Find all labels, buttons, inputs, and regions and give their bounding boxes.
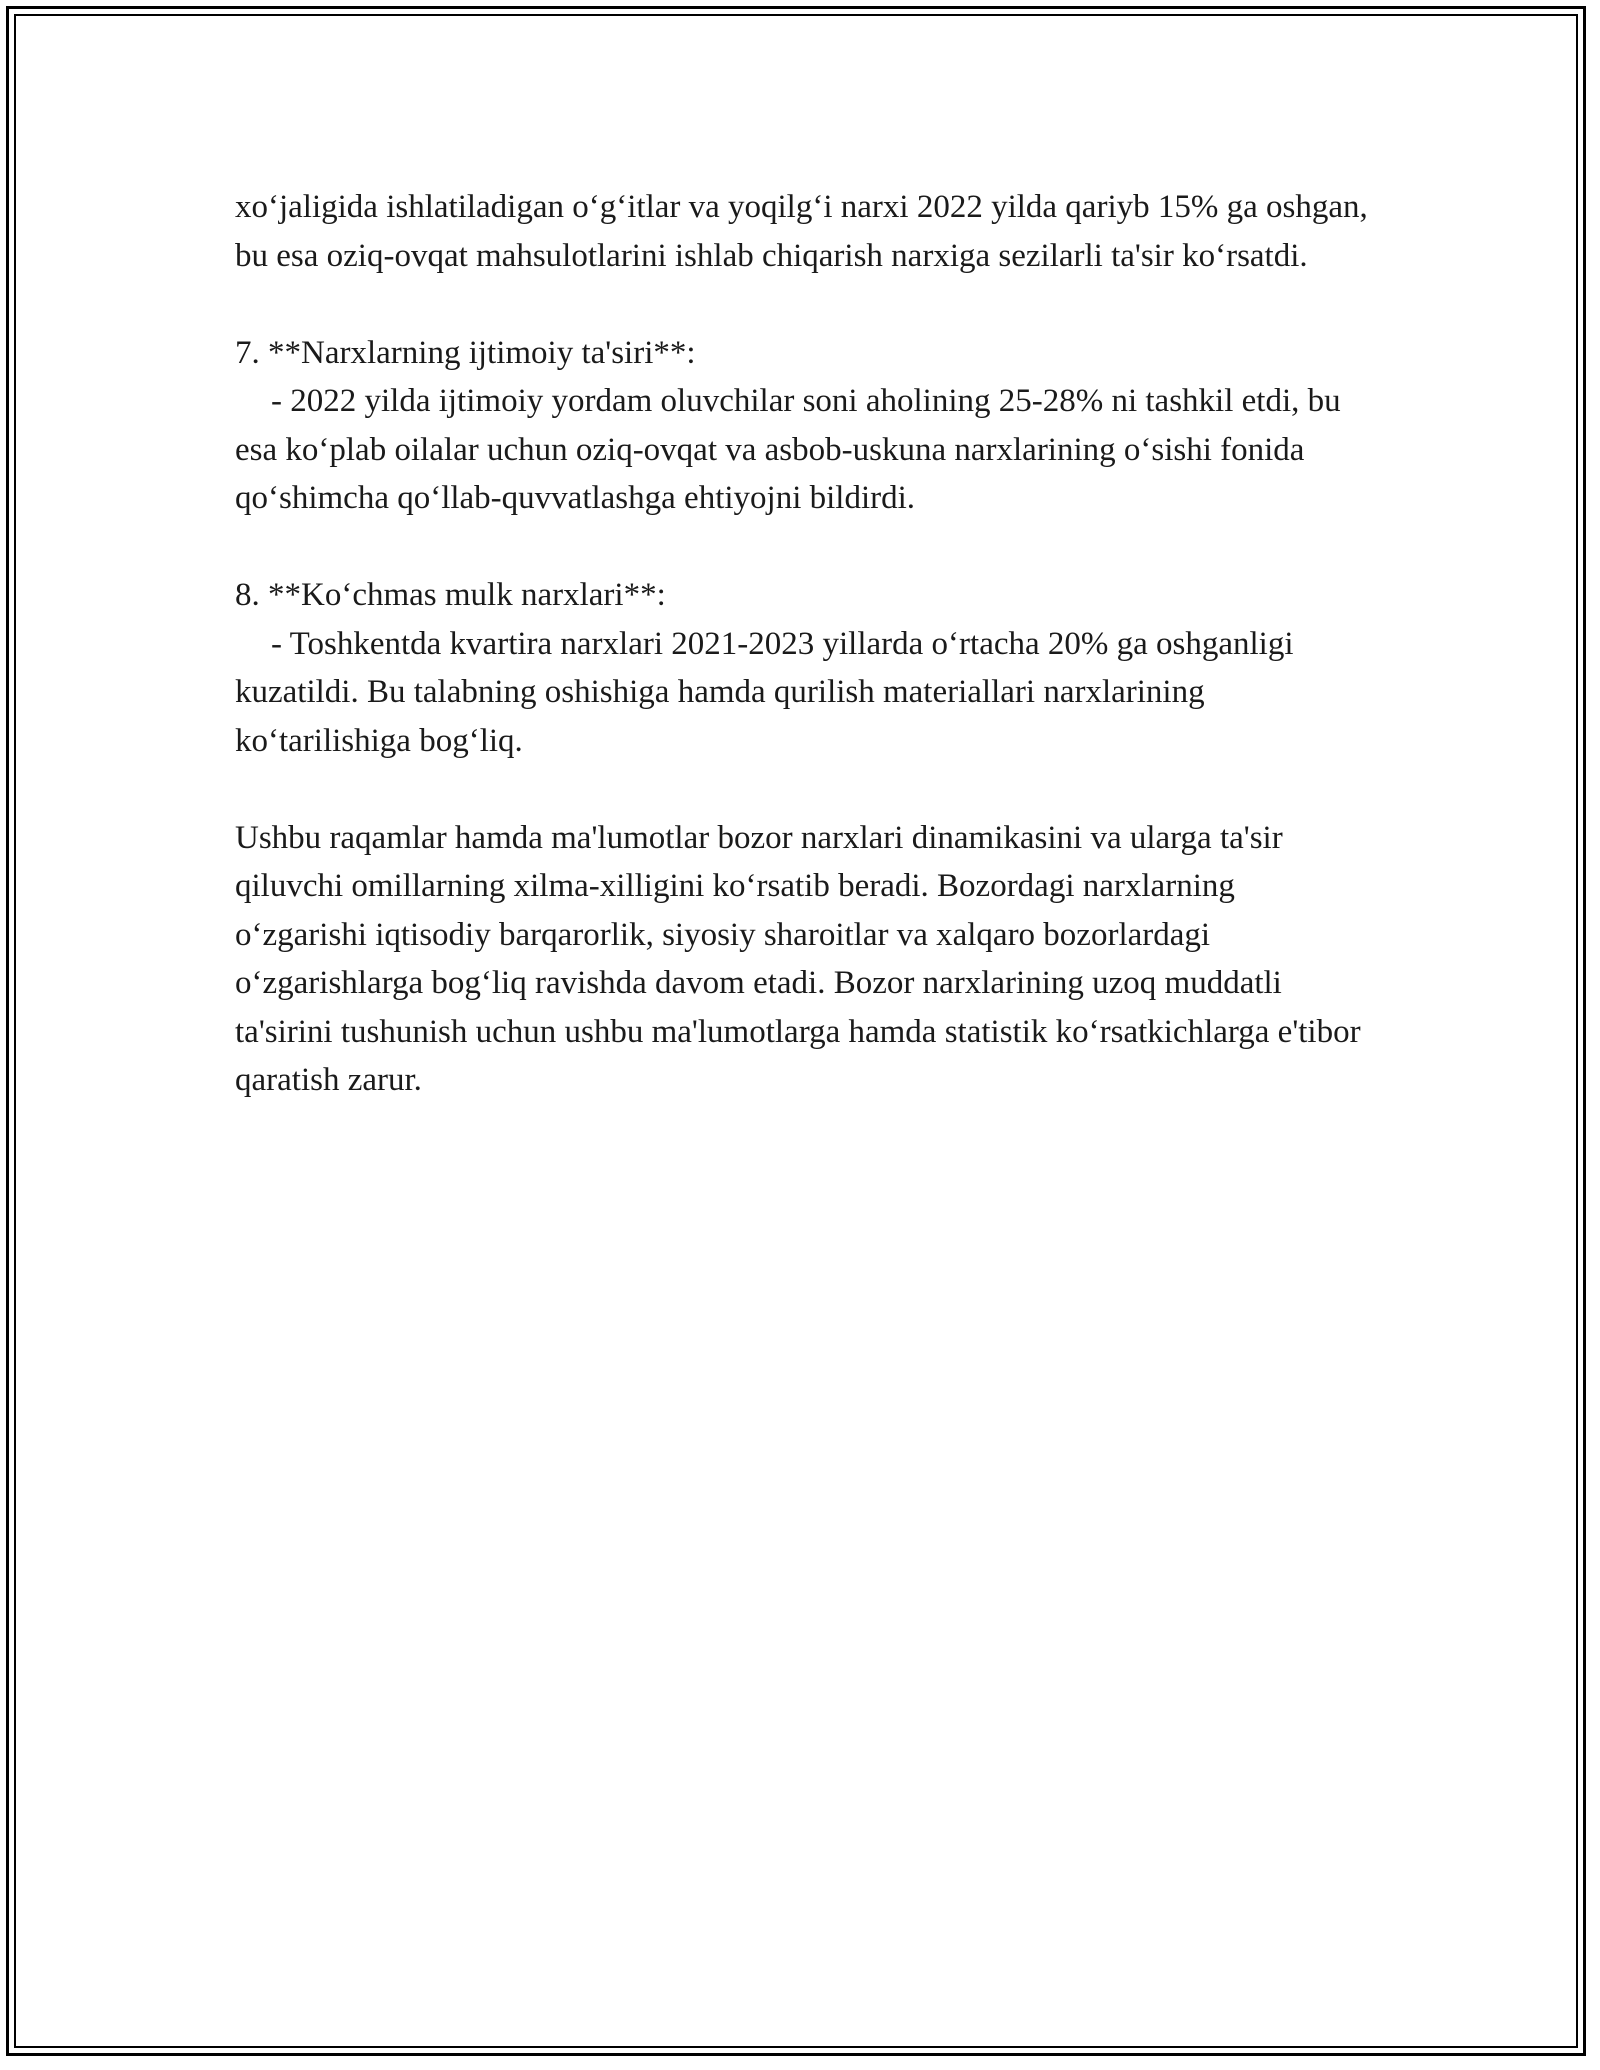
paragraph-gap [235,280,1375,329]
item-8-body: - Toshkentda kvartira narxlari 2021-2023 yillarda o‘rtacha 20% ga oshganligi kuzatildi. Bu talabning oshishiga hamda qurilish materiallari narxlarining ko‘tarilishiga bog‘liq. [235,625,1294,759]
paragraph-gap [235,523,1375,572]
paragraph-gap [235,765,1375,814]
item-7-body: - 2022 yilda ijtimoiy yordam oluvchilar soni aholining 25-28% ni tashkil etdi, bu esa ko‘plab oilalar uchun oziq-ovqat va asbob-uskuna narxlarining o‘sishi fonida qo‘shimcha qo‘llab-quvvatlashga ehtiyojni bildirdi. [235,383,1341,516]
document-body [235,183,1375,1105]
item-8-heading: 8. **Ko‘chmas mulk narxlari**: [235,577,666,613]
intro-paragraph: xo‘jaligida ishlatiladigan o‘g‘itlar va yoqilg‘i narxi 2022 yilda qariyb 15% ga oshgan, bu esa oziq-ovqat mahsulotlarini ishlab chiqarish narxiga sezilarli ta'sir ko‘rsatdi. [235,189,1368,274]
conclusion-paragraph: Ushbu raqamlar hamda ma'lumotlar bozor narxlari dinamikasini va ularga ta'sir qiluvchi omillarning xilma-xilligini ko‘rsatib beradi. Bozordagi narxlarning o‘zgarishi iqtisodiy barqarorlik, siyosiy sharoitlar va xalqaro bozorlardagi o‘zgarishlarga bog‘liq ravishda davom etadi. Bozor narxlarining uzoq muddatli ta'sirini tushunish uchun ushbu ma'lumotlarga hamda statistik ko‘rsatkichlarga e'tibor qaratish zarur. [235,819,1361,1098]
item-7-heading: 7. **Narxlarning ijtimoiy ta'siri**: [235,334,696,371]
